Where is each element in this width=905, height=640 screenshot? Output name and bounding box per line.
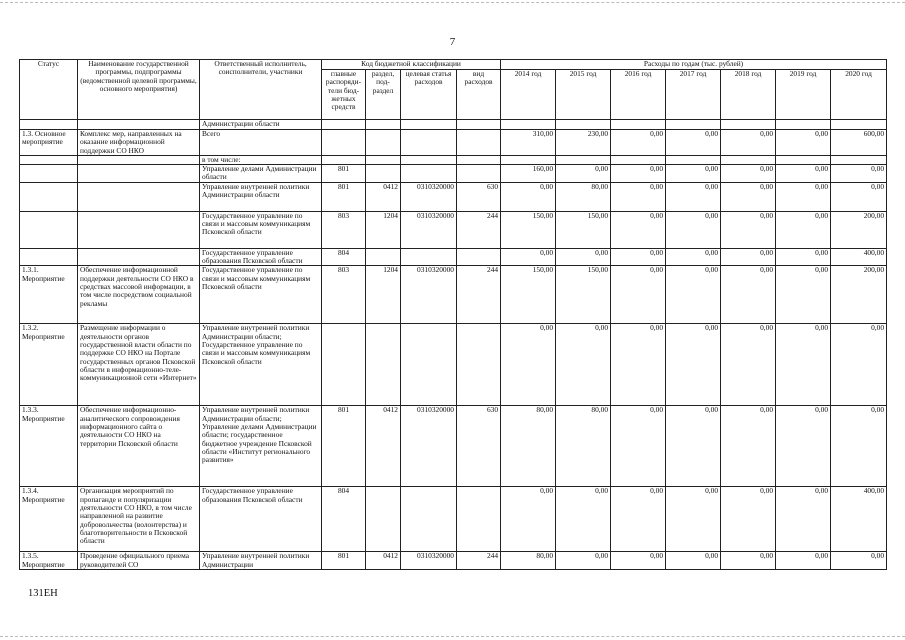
row-name — [78, 211, 200, 248]
row-main-manager: 801 — [322, 552, 366, 570]
row-expense-kind — [457, 248, 501, 266]
row-section — [366, 165, 401, 183]
row-expense-kind — [457, 130, 501, 156]
row-main-manager: 801 — [322, 182, 366, 211]
row-status — [20, 120, 78, 130]
row-expense-kind: 244 — [457, 211, 501, 248]
table-row — [20, 552, 887, 570]
row-value-year: 0,00 — [611, 130, 666, 156]
row-value-year: 0,00 — [666, 182, 721, 211]
row-status: 1.3.5. Мероприятие — [20, 552, 78, 570]
row-value-year: 400,00 — [831, 248, 887, 266]
page-number: 7 — [449, 36, 456, 48]
header-status: Статус — [20, 60, 78, 120]
row-value-year: 0,00 — [556, 248, 611, 266]
row-value-year: 0,00 — [666, 211, 721, 248]
row-value-year: 80,00 — [556, 182, 611, 211]
row-status: 1.3.1. Мероприятие — [20, 266, 78, 324]
row-status — [20, 155, 78, 164]
row-section: 1204 — [366, 266, 401, 324]
row-value-year: 0,00 — [831, 165, 887, 183]
row-value-year: 0,00 — [721, 552, 776, 570]
row-value-year: 0,00 — [611, 165, 666, 183]
row-executor: Администрации области — [200, 120, 322, 130]
row-value-year: 0,00 — [666, 487, 721, 552]
row-value-year: 0,00 — [721, 266, 776, 324]
row-value-year: 0,00 — [721, 165, 776, 183]
row-value-year: 150,00 — [501, 266, 556, 324]
row-value-year — [666, 120, 721, 130]
row-name: Комплекс мер, направленных на оказание информационной поддержки СО НКО — [78, 130, 200, 156]
row-value-year: 0,00 — [556, 165, 611, 183]
row-value-year: 0,00 — [831, 552, 887, 570]
row-executor: Всего — [200, 130, 322, 156]
header-section: раздел, под-раздел — [366, 70, 401, 120]
row-target-item — [401, 487, 457, 552]
row-expense-kind — [457, 155, 501, 164]
row-section: 0412 — [366, 406, 401, 487]
row-value-year — [776, 120, 831, 130]
table-row — [20, 487, 887, 552]
row-executor: Государственное управление образования Псковской области — [200, 248, 322, 266]
row-value-year: 0,00 — [666, 165, 721, 183]
row-value-year — [501, 155, 556, 164]
header-main-manager: главные распоряди-тели бюд-жетных средств — [322, 70, 366, 120]
header-year: 2014 год — [501, 70, 556, 120]
row-executor: Государственное управление по связи и массовым коммуникациям Псковской области — [200, 211, 322, 248]
row-value-year: 150,00 — [501, 211, 556, 248]
row-target-item: 0310320000 — [401, 266, 457, 324]
row-value-year — [721, 155, 776, 164]
row-status — [20, 211, 78, 248]
row-main-manager: 801 — [322, 165, 366, 183]
row-value-year: 0,00 — [776, 165, 831, 183]
row-value-year: 0,00 — [501, 324, 556, 406]
table-row — [20, 165, 887, 183]
row-expense-kind: 630 — [457, 406, 501, 487]
row-target-item: 0310320000 — [401, 552, 457, 570]
row-section: 0412 — [366, 182, 401, 211]
row-target-item: 0310320000 — [401, 406, 457, 487]
row-value-year: 80,00 — [501, 406, 556, 487]
row-value-year: 0,00 — [666, 130, 721, 156]
header-year: 2019 год — [776, 70, 831, 120]
row-status — [20, 182, 78, 211]
row-value-year: 0,00 — [666, 248, 721, 266]
row-target-item — [401, 130, 457, 156]
row-value-year: 0,00 — [776, 552, 831, 570]
row-section — [366, 120, 401, 130]
row-main-manager: 801 — [322, 406, 366, 487]
row-value-year: 0,00 — [666, 324, 721, 406]
row-value-year — [501, 120, 556, 130]
row-value-year: 0,00 — [721, 211, 776, 248]
row-main-manager — [322, 155, 366, 164]
row-section — [366, 324, 401, 406]
row-expense-kind — [457, 120, 501, 130]
table-row — [20, 120, 887, 130]
row-value-year: 0,00 — [666, 552, 721, 570]
row-value-year: 230,00 — [556, 130, 611, 156]
row-section — [366, 155, 401, 164]
header-budget-code: Код бюджетной классификации — [322, 60, 501, 70]
row-value-year: 0,00 — [831, 406, 887, 487]
table-row — [20, 211, 887, 248]
row-section: 0412 — [366, 552, 401, 570]
row-section — [366, 130, 401, 156]
row-value-year: 0,00 — [776, 130, 831, 156]
row-value-year: 0,00 — [721, 487, 776, 552]
row-executor: в том числе: — [200, 155, 322, 164]
row-target-item — [401, 155, 457, 164]
table-row — [20, 248, 887, 266]
header-year: 2016 год — [611, 70, 666, 120]
header-target-item: целевая статья расходов — [401, 70, 457, 120]
table-row — [20, 182, 887, 211]
row-value-year: 150,00 — [556, 266, 611, 324]
row-value-year: 0,00 — [776, 487, 831, 552]
row-main-manager: 804 — [322, 487, 366, 552]
row-expense-kind — [457, 487, 501, 552]
row-executor: Управление внутренней политики Администрации области — [200, 182, 322, 211]
row-main-manager — [322, 120, 366, 130]
row-value-year: 310,00 — [501, 130, 556, 156]
row-main-manager: 803 — [322, 266, 366, 324]
row-section: 1204 — [366, 211, 401, 248]
row-target-item — [401, 248, 457, 266]
row-executor: Управление внутренней политики Администрации области; Управление делами Администрации области; государственное бюджетное учреждение Псковской области «Институт регионального развития» — [200, 406, 322, 487]
row-value-year: 0,00 — [611, 182, 666, 211]
row-value-year: 160,00 — [501, 165, 556, 183]
row-value-year: 0,00 — [501, 248, 556, 266]
row-value-year: 0,00 — [611, 266, 666, 324]
row-value-year: 0,00 — [831, 324, 887, 406]
row-value-year: 0,00 — [611, 487, 666, 552]
row-value-year: 0,00 — [501, 487, 556, 552]
header-executor: Ответственный исполнитель, соисполнители, участники — [200, 60, 322, 120]
row-value-year: 0,00 — [776, 406, 831, 487]
row-name — [78, 165, 200, 183]
row-value-year: 0,00 — [611, 406, 666, 487]
row-executor: Государственное управление по связи и массовым коммуникациям Псковской области — [200, 266, 322, 324]
header-year: 2015 год — [556, 70, 611, 120]
row-expense-kind: 244 — [457, 266, 501, 324]
footer-code: 131ЕН — [28, 588, 58, 599]
row-expense-kind — [457, 324, 501, 406]
row-value-year: 0,00 — [721, 248, 776, 266]
row-value-year: 0,00 — [556, 552, 611, 570]
row-name: Размещение информации о деятельности органов государственной власти области по поддержке СО НКО на Портале государственных органов Псковской области в информационно-теле-коммуникационной сети «Интернет» — [78, 324, 200, 406]
row-value-year: 600,00 — [831, 130, 887, 156]
row-executor: Государственное управление образования Псковской области — [200, 487, 322, 552]
row-value-year: 0,00 — [776, 182, 831, 211]
row-value-year — [721, 120, 776, 130]
row-name: Проведение официального приема руководителей СО — [78, 552, 200, 570]
row-value-year: 150,00 — [556, 211, 611, 248]
row-value-year: 80,00 — [501, 552, 556, 570]
row-target-item: 0310320000 — [401, 211, 457, 248]
row-value-year — [776, 155, 831, 164]
row-value-year: 0,00 — [721, 406, 776, 487]
row-target-item — [401, 120, 457, 130]
table-row — [20, 155, 887, 164]
row-target-item — [401, 165, 457, 183]
row-value-year: 0,00 — [666, 266, 721, 324]
row-value-year: 0,00 — [721, 324, 776, 406]
row-expense-kind — [457, 165, 501, 183]
row-value-year: 0,00 — [611, 248, 666, 266]
header-year: 2018 год — [721, 70, 776, 120]
table-row — [20, 324, 887, 406]
row-value-year — [611, 120, 666, 130]
row-value-year: 0,00 — [501, 182, 556, 211]
row-main-manager — [322, 130, 366, 156]
row-value-year: 0,00 — [666, 406, 721, 487]
row-main-manager: 803 — [322, 211, 366, 248]
header-name: Наименование государственной программы, подпрограммы (ведомственной целевой программы, основного мероприятия) — [78, 60, 200, 120]
row-name — [78, 120, 200, 130]
row-value-year: 400,00 — [831, 487, 887, 552]
table-row — [20, 130, 887, 156]
row-value-year: 0,00 — [776, 248, 831, 266]
row-value-year: 0,00 — [721, 182, 776, 211]
row-value-year — [556, 155, 611, 164]
row-status: 1.3.2. Мероприятие — [20, 324, 78, 406]
row-value-year: 0,00 — [776, 324, 831, 406]
row-executor: Управление делами Администрации области — [200, 165, 322, 183]
row-value-year: 0,00 — [831, 182, 887, 211]
row-name — [78, 182, 200, 211]
header-expense-kind: вид расходов — [457, 70, 501, 120]
table-row — [20, 406, 887, 487]
row-value-year: 0,00 — [556, 324, 611, 406]
row-status: 1.3.4. Мероприятие — [20, 487, 78, 552]
row-status: 1.3. Основное мероприятие — [20, 130, 78, 156]
header-year: 2020 год — [831, 70, 887, 120]
header-expenses: Расходы по годам (тыс. рублей) — [501, 60, 887, 70]
row-section — [366, 487, 401, 552]
row-value-year: 0,00 — [721, 130, 776, 156]
row-status — [20, 165, 78, 183]
row-name: Обеспечение информационно-аналитического сопровождения информационного сайта о деятельности СО НКО на территории Псковской области — [78, 406, 200, 487]
row-status — [20, 248, 78, 266]
row-section — [366, 248, 401, 266]
row-expense-kind: 630 — [457, 182, 501, 211]
row-value-year: 200,00 — [831, 266, 887, 324]
row-expense-kind: 244 — [457, 552, 501, 570]
table-row — [20, 266, 887, 324]
scan-edge-top — [0, 2, 905, 3]
row-value-year: 200,00 — [831, 211, 887, 248]
header-year: 2017 год — [666, 70, 721, 120]
row-executor: Управление внутренней политики Администрации области; Государственное управление по связи и массовым коммуникациям Псковской области — [200, 324, 322, 406]
row-value-year: 0,00 — [611, 324, 666, 406]
row-name: Организация мероприятий по пропаганде и популяризации деятельности СО НКО, в том числе направленной на развитие добровольчества (волонтерства) и благотворительности в Псковской области — [78, 487, 200, 552]
row-value-year: 0,00 — [556, 487, 611, 552]
row-target-item: 0310320000 — [401, 182, 457, 211]
row-executor: Управление внутренней политики Администрации — [200, 552, 322, 570]
row-name — [78, 155, 200, 164]
row-target-item — [401, 324, 457, 406]
row-value-year: 0,00 — [776, 266, 831, 324]
row-value-year: 0,00 — [611, 211, 666, 248]
row-value-year — [831, 120, 887, 130]
row-status: 1.3.3. Мероприятие — [20, 406, 78, 487]
row-main-manager — [322, 324, 366, 406]
row-value-year — [831, 155, 887, 164]
row-value-year: 0,00 — [611, 552, 666, 570]
budget-table — [19, 59, 887, 570]
scan-edge-bottom — [0, 636, 905, 637]
row-value-year — [666, 155, 721, 164]
row-value-year: 80,00 — [556, 406, 611, 487]
row-value-year: 0,00 — [776, 211, 831, 248]
row-main-manager: 804 — [322, 248, 366, 266]
row-name — [78, 248, 200, 266]
row-value-year — [611, 155, 666, 164]
row-value-year — [556, 120, 611, 130]
row-name: Обеспечение информационной поддержки деятельности СО НКО в средствах массовой информации, в том числе посредством социальной рекламы — [78, 266, 200, 324]
